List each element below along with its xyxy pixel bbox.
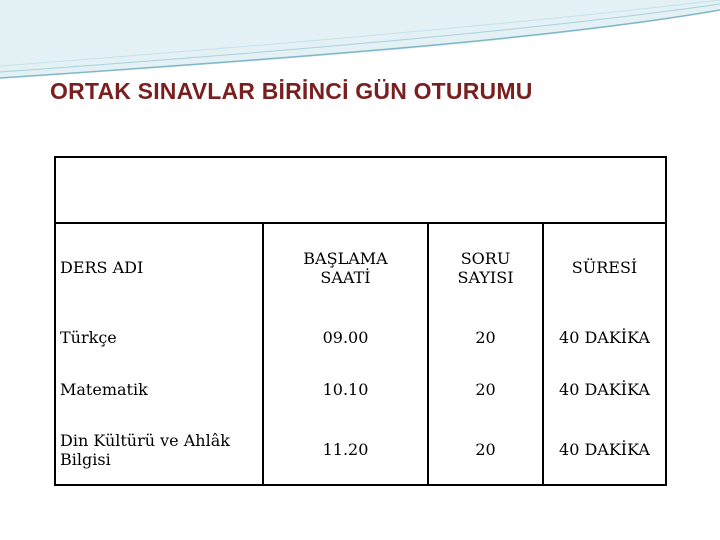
header-baslama-line2: SAATİ: [320, 267, 371, 287]
header-suresi: [543, 223, 666, 311]
cell-sure: 40 DAKİKA: [543, 363, 666, 415]
table-blank-header-row: [55, 157, 666, 223]
header-soru-sayisi: [428, 223, 543, 311]
header-baslama-saati: [263, 223, 428, 311]
header-soru-line1: SORU: [460, 248, 511, 268]
cell-soru: 20: [428, 311, 543, 363]
header-soru-line2: SAYISI: [457, 267, 514, 287]
header-baslama-line1: BAŞLAMA: [303, 248, 388, 268]
blank-header-cell: [55, 157, 666, 223]
exam-schedule-table: [54, 156, 667, 486]
decorative-wave-banner: [0, 0, 720, 90]
cell-sure: 40 DAKİKA: [543, 416, 666, 485]
cell-soru: 20: [428, 363, 543, 415]
table-row: [55, 311, 666, 363]
table-row: [55, 416, 666, 485]
cell-ders-line1: Din Kültürü ve Ahlâk: [60, 430, 230, 450]
cell-saat: 11.20: [263, 416, 428, 485]
table-header-row: [55, 223, 666, 311]
cell-soru: 20: [428, 416, 543, 485]
page-title: ORTAK SINAVLAR BİRİNCİ GÜN OTURUMU: [50, 78, 533, 104]
cell-ders: Matematik: [60, 379, 148, 399]
cell-saat: 09.00: [263, 311, 428, 363]
header-ders-adi-label: DERS ADI: [60, 258, 144, 278]
cell-saat: 10.10: [263, 363, 428, 415]
cell-ders: [55, 416, 263, 485]
cell-ders: Türkçe: [60, 327, 117, 347]
table-row: [55, 363, 666, 415]
cell-sure: 40 DAKİKA: [543, 311, 666, 363]
header-ders-adi: [55, 223, 263, 311]
cell-ders-line2: Bilgisi: [60, 449, 111, 469]
header-suresi-label: SÜRESİ: [571, 258, 638, 278]
